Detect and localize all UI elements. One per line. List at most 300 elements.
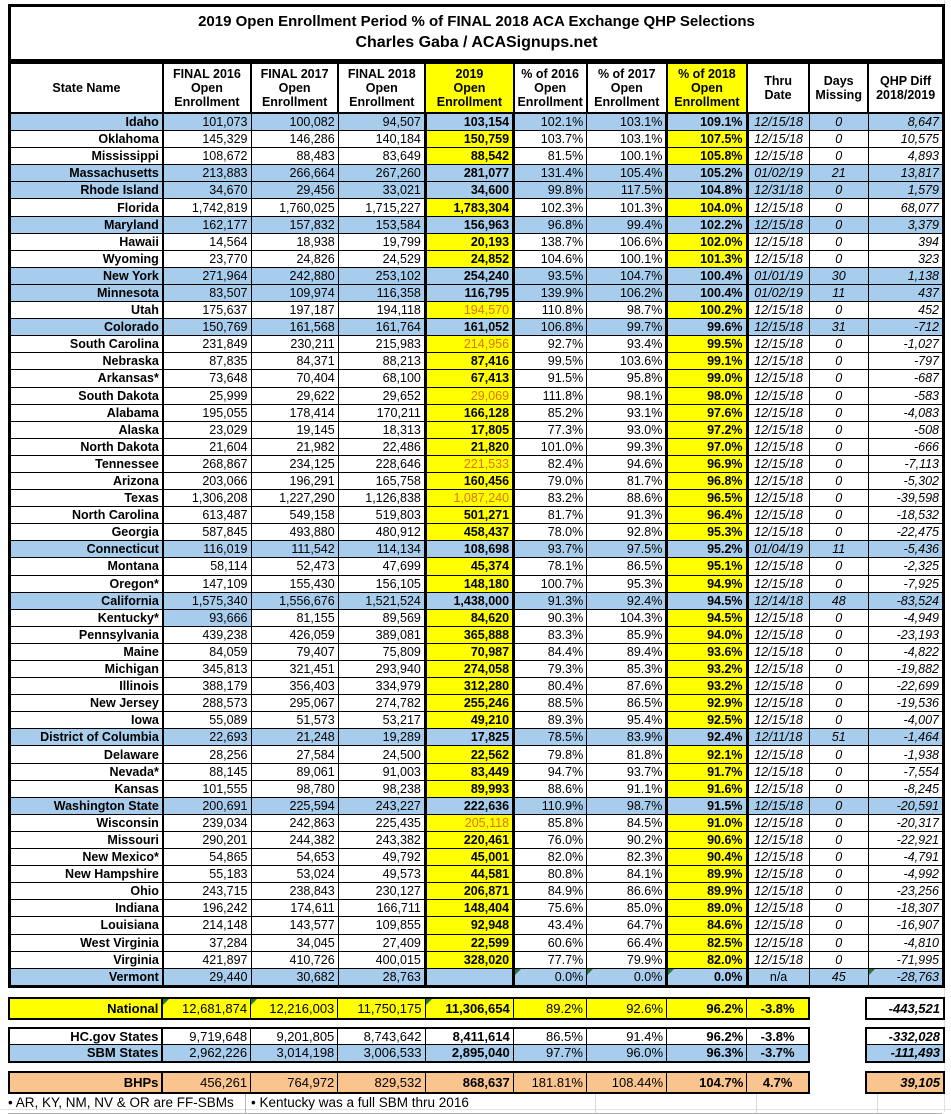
cell-days-missing: 0 xyxy=(809,524,868,541)
cell-state-name: Texas xyxy=(10,490,163,507)
cell-thru-date: 12/15/18 xyxy=(747,695,809,712)
cell-final-2018: 267,260 xyxy=(338,165,425,182)
cell-enroll-2019: 17,825 xyxy=(425,729,513,746)
cell-pct-of-2018: 92.1% xyxy=(667,746,747,763)
summary-label: BHPs xyxy=(9,1072,162,1093)
cell-qhp-diff: -22,921 xyxy=(868,831,943,848)
cell-enroll-2019: 365,888 xyxy=(425,626,513,643)
cell-pct-of-2017: 93.1% xyxy=(587,404,667,421)
cell-days-missing: 21 xyxy=(809,165,868,182)
cell-state-name: Arkansas* xyxy=(10,370,163,387)
cell-pct-of-2016: 85.8% xyxy=(514,814,587,831)
state-row xyxy=(10,404,944,421)
state-row xyxy=(10,267,944,284)
cell-pct-of-2016: 84.4% xyxy=(514,643,587,660)
cell-pct-of-2017: 66.4% xyxy=(587,934,667,951)
cell-pct-of-2017: 87.6% xyxy=(587,678,667,695)
cell-pct-of-2018: 96.9% xyxy=(667,455,747,472)
cell-pct-of-2018: 99.6% xyxy=(667,319,747,336)
cell-final-2017: 244,382 xyxy=(251,831,338,848)
sheet-gridline xyxy=(756,1094,877,1113)
summary-cell-final-2018: 3,006,533 xyxy=(338,1045,425,1062)
cell-pct-of-2018: 89.9% xyxy=(667,883,747,900)
cell-final-2018: 243,227 xyxy=(338,797,425,814)
cell-pct-of-2018: 98.0% xyxy=(667,387,747,404)
cell-qhp-diff: 323 xyxy=(868,250,943,267)
cell-thru-date: 12/15/18 xyxy=(747,199,809,216)
cell-qhp-diff: -18,532 xyxy=(868,507,943,524)
cell-final-2016: 147,109 xyxy=(163,575,251,592)
state-row xyxy=(10,814,944,831)
cell-enroll-2019: 161,052 xyxy=(425,319,513,336)
summary-row xyxy=(9,1072,809,1093)
cell-days-missing: 0 xyxy=(809,336,868,353)
cell-pct-of-2017: 95.3% xyxy=(587,575,667,592)
cell-days-missing: 0 xyxy=(809,148,868,165)
cell-final-2016: 213,883 xyxy=(163,165,251,182)
cell-pct-of-2017: 86.6% xyxy=(587,883,667,900)
cell-final-2018: 19,289 xyxy=(338,729,425,746)
cell-final-2018: 334,979 xyxy=(338,678,425,695)
cell-pct-of-2016: 101.0% xyxy=(514,438,587,455)
summary-cell-final-2016: 12,681,874 xyxy=(162,998,250,1019)
cell-pct-of-2018: 89.0% xyxy=(667,900,747,917)
cell-state-name: New Jersey xyxy=(10,695,163,712)
cell-pct-of-2017: 98.7% xyxy=(587,302,667,319)
cell-qhp-diff: 8,647 xyxy=(868,113,943,131)
group-totals-table xyxy=(8,1027,810,1063)
cell-state-name: Illinois xyxy=(10,678,163,695)
summary-cell-enroll-2019: 11,306,654 xyxy=(425,998,513,1019)
cell-final-2017: 18,938 xyxy=(251,233,338,250)
cell-qhp-diff: -4,949 xyxy=(868,609,943,626)
cell-final-2016: 29,440 xyxy=(163,968,251,986)
cell-thru-date: 12/31/18 xyxy=(747,182,809,199)
cell-pct-of-2016: 76.0% xyxy=(514,831,587,848)
state-row xyxy=(10,438,944,455)
cell-thru-date: 12/15/18 xyxy=(747,814,809,831)
summary-cell-pct-of-2018: 96.2% xyxy=(667,998,747,1019)
cell-pct-of-2016: 91.5% xyxy=(514,370,587,387)
cell-qhp-diff: 1,138 xyxy=(868,267,943,284)
cell-final-2018: 389,081 xyxy=(338,626,425,643)
cell-pct-of-2017: 84.5% xyxy=(587,814,667,831)
cell-final-2016: 239,034 xyxy=(163,814,251,831)
cell-state-name: Idaho xyxy=(10,113,163,131)
cell-qhp-diff: -23,193 xyxy=(868,626,943,643)
cell-thru-date: 12/15/18 xyxy=(747,866,809,883)
cell-state-name: Massachusetts xyxy=(10,165,163,182)
cell-thru-date: 12/15/18 xyxy=(747,558,809,575)
state-row xyxy=(10,421,944,438)
cell-pct-of-2016: 102.3% xyxy=(514,199,587,216)
cell-pct-of-2018: 93.2% xyxy=(667,678,747,695)
cell-pct-of-2017: 85.9% xyxy=(587,626,667,643)
cell-days-missing: 0 xyxy=(809,934,868,951)
cell-final-2016: 22,693 xyxy=(163,729,251,746)
cell-pct-of-2018: 96.4% xyxy=(667,507,747,524)
cell-final-2017: 230,211 xyxy=(251,336,338,353)
cell-final-2016: 87,835 xyxy=(163,353,251,370)
cell-days-missing: 0 xyxy=(809,831,868,848)
cell-days-missing: 0 xyxy=(809,438,868,455)
cell-qhp-diff: -4,083 xyxy=(868,404,943,421)
cell-state-name: Vermont xyxy=(10,968,163,986)
summary-qhp-diff: 39,105 xyxy=(866,1072,944,1093)
cell-pct-of-2017: 97.5% xyxy=(587,541,667,558)
cell-final-2018: 49,573 xyxy=(338,866,425,883)
state-row xyxy=(10,831,944,848)
cell-qhp-diff: -23,256 xyxy=(868,883,943,900)
state-row xyxy=(10,712,944,729)
cell-final-2016: 613,487 xyxy=(163,507,251,524)
cell-enroll-2019 xyxy=(425,968,513,986)
cell-final-2016: 34,670 xyxy=(163,182,251,199)
cell-pct-of-2017: 103.1% xyxy=(587,113,667,131)
summary-groups-row xyxy=(8,1027,945,1063)
cell-qhp-diff: -16,907 xyxy=(868,917,943,934)
state-row xyxy=(10,490,944,507)
summary-cell-enroll-2019: 868,637 xyxy=(425,1072,513,1093)
cell-qhp-diff: 4,893 xyxy=(868,148,943,165)
cell-final-2016: 93,666 xyxy=(163,609,251,626)
cell-qhp-diff: -19,882 xyxy=(868,661,943,678)
summary-cell-pct-of-2017: 91.4% xyxy=(586,1028,666,1045)
cell-state-name: Kentucky* xyxy=(10,609,163,626)
cell-state-name: Alabama xyxy=(10,404,163,421)
cell-days-missing: 0 xyxy=(809,661,868,678)
cell-final-2016: 175,637 xyxy=(163,302,251,319)
cell-days-missing: 0 xyxy=(809,695,868,712)
cell-days-missing: 0 xyxy=(809,113,868,131)
cell-final-2016: 37,284 xyxy=(163,934,251,951)
cell-state-name: Nevada* xyxy=(10,763,163,780)
cell-qhp-diff: -19,536 xyxy=(868,695,943,712)
cell-enroll-2019: 166,128 xyxy=(425,404,513,421)
cell-final-2018: 1,521,524 xyxy=(338,592,425,609)
cell-final-2016: 200,691 xyxy=(163,797,251,814)
cell-enroll-2019: 222,636 xyxy=(425,797,513,814)
cell-days-missing: 0 xyxy=(809,216,868,233)
state-row xyxy=(10,541,944,558)
column-header-2: FINAL 2017 Open Enrollment xyxy=(251,63,338,114)
cell-thru-date: 12/15/18 xyxy=(747,609,809,626)
cell-pct-of-2018: 97.2% xyxy=(667,421,747,438)
cell-final-2016: 23,029 xyxy=(163,421,251,438)
cell-state-name: Pennsylvania xyxy=(10,626,163,643)
cell-thru-date: 01/02/19 xyxy=(747,284,809,301)
cell-final-2017: 98,780 xyxy=(251,780,338,797)
summary-cell-thru-date: -3.8% xyxy=(747,1028,809,1045)
cell-pct-of-2017: 86.5% xyxy=(587,695,667,712)
enrollment-report xyxy=(8,4,945,1114)
cell-state-name: Missouri xyxy=(10,831,163,848)
cell-final-2018: 166,711 xyxy=(338,900,425,917)
cell-pct-of-2016: 77.3% xyxy=(514,421,587,438)
cell-thru-date: 01/02/19 xyxy=(747,165,809,182)
cell-state-name: West Virginia xyxy=(10,934,163,951)
cell-pct-of-2018: 100.4% xyxy=(667,267,747,284)
cell-days-missing: 45 xyxy=(809,968,868,986)
cell-final-2017: 89,061 xyxy=(251,763,338,780)
cell-pct-of-2017: 99.4% xyxy=(587,216,667,233)
cell-state-name: Mississippi xyxy=(10,148,163,165)
cell-final-2018: 33,021 xyxy=(338,182,425,199)
cell-pct-of-2016: 82.4% xyxy=(514,455,587,472)
state-row xyxy=(10,113,944,131)
cell-final-2017: 30,682 xyxy=(251,968,338,986)
cell-pct-of-2018: 93.2% xyxy=(667,661,747,678)
cell-pct-of-2018: 91.6% xyxy=(667,780,747,797)
cell-final-2017: 1,227,290 xyxy=(251,490,338,507)
cell-days-missing: 0 xyxy=(809,797,868,814)
cell-final-2017: 27,584 xyxy=(251,746,338,763)
cell-final-2017: 242,863 xyxy=(251,814,338,831)
cell-state-name: Colorado xyxy=(10,319,163,336)
cell-days-missing: 0 xyxy=(809,387,868,404)
report-title-box xyxy=(8,4,945,62)
summary-cell-final-2017: 9,201,805 xyxy=(251,1028,338,1045)
cell-days-missing: 0 xyxy=(809,712,868,729)
cell-state-name: California xyxy=(10,592,163,609)
cell-final-2016: 55,183 xyxy=(163,866,251,883)
cell-qhp-diff: 68,077 xyxy=(868,199,943,216)
cell-final-2016: 421,897 xyxy=(163,951,251,968)
cell-pct-of-2017: 106.2% xyxy=(587,284,667,301)
state-row xyxy=(10,472,944,489)
cell-final-2018: 24,529 xyxy=(338,250,425,267)
cell-pct-of-2016: 106.8% xyxy=(514,319,587,336)
summary-qhp-diff: -332,028 xyxy=(866,1028,944,1045)
cell-final-2018: 293,940 xyxy=(338,661,425,678)
cell-final-2017: 321,451 xyxy=(251,661,338,678)
cell-final-2017: 51,573 xyxy=(251,712,338,729)
cell-pct-of-2017: 117.5% xyxy=(587,182,667,199)
state-row xyxy=(10,284,944,301)
cell-qhp-diff: -687 xyxy=(868,370,943,387)
cell-qhp-diff: -5,302 xyxy=(868,472,943,489)
cell-final-2017: 29,622 xyxy=(251,387,338,404)
cell-thru-date: n/a xyxy=(747,968,809,986)
cell-final-2017: 197,187 xyxy=(251,302,338,319)
cell-final-2016: 88,145 xyxy=(163,763,251,780)
cell-final-2017: 79,407 xyxy=(251,643,338,660)
state-row xyxy=(10,951,944,968)
cell-final-2018: 230,127 xyxy=(338,883,425,900)
state-row xyxy=(10,968,944,986)
cell-enroll-2019: 83,449 xyxy=(425,763,513,780)
state-row xyxy=(10,592,944,609)
cell-pct-of-2016: 94.7% xyxy=(514,763,587,780)
cell-pct-of-2017: 95.4% xyxy=(587,712,667,729)
cell-qhp-diff: -797 xyxy=(868,353,943,370)
cell-qhp-diff: 13,817 xyxy=(868,165,943,182)
cell-qhp-diff: -712 xyxy=(868,319,943,336)
cell-enroll-2019: 88,542 xyxy=(425,148,513,165)
cell-pct-of-2016: 89.3% xyxy=(514,712,587,729)
cell-thru-date: 12/15/18 xyxy=(747,455,809,472)
cell-enroll-2019: 206,871 xyxy=(425,883,513,900)
state-row xyxy=(10,849,944,866)
cell-enroll-2019: 34,600 xyxy=(425,182,513,199)
cell-final-2017: 174,611 xyxy=(251,900,338,917)
cell-final-2018: 274,782 xyxy=(338,695,425,712)
cell-final-2018: 88,213 xyxy=(338,353,425,370)
column-header-8: Thru Date xyxy=(747,63,809,114)
cell-final-2016: 54,865 xyxy=(163,849,251,866)
cell-pct-of-2016: 77.7% xyxy=(514,951,587,968)
cell-days-missing: 0 xyxy=(809,233,868,250)
cell-pct-of-2017: 104.3% xyxy=(587,609,667,626)
cell-state-name: Ohio xyxy=(10,883,163,900)
cell-final-2017: 196,291 xyxy=(251,472,338,489)
sheet-gridline xyxy=(595,1094,756,1113)
cell-final-2016: 388,179 xyxy=(163,678,251,695)
cell-state-name: Utah xyxy=(10,302,163,319)
summary-diff-row xyxy=(866,998,944,1019)
cell-state-name: Virginia xyxy=(10,951,163,968)
cell-state-name: Nebraska xyxy=(10,353,163,370)
summary-national-row xyxy=(8,997,945,1020)
cell-final-2016: 84,059 xyxy=(163,643,251,660)
state-row xyxy=(10,302,944,319)
cell-qhp-diff: -83,524 xyxy=(868,592,943,609)
cell-qhp-diff: 437 xyxy=(868,284,943,301)
cell-pct-of-2017: 106.6% xyxy=(587,233,667,250)
cell-final-2017: 178,414 xyxy=(251,404,338,421)
cell-thru-date: 12/15/18 xyxy=(747,113,809,131)
cell-enroll-2019: 92,948 xyxy=(425,917,513,934)
cell-final-2016: 150,769 xyxy=(163,319,251,336)
cell-pct-of-2017: 64.7% xyxy=(587,917,667,934)
cell-final-2017: 100,082 xyxy=(251,113,338,131)
cell-enroll-2019: 87,416 xyxy=(425,353,513,370)
cell-thru-date: 12/15/18 xyxy=(747,490,809,507)
cell-enroll-2019: 254,240 xyxy=(425,267,513,284)
cell-state-name: Georgia xyxy=(10,524,163,541)
cell-final-2018: 75,809 xyxy=(338,643,425,660)
summary-diff-row xyxy=(866,1028,944,1045)
cell-thru-date: 12/15/18 xyxy=(747,763,809,780)
cell-enroll-2019: 49,210 xyxy=(425,712,513,729)
cell-pct-of-2018: 82.5% xyxy=(667,934,747,951)
cell-enroll-2019: 108,698 xyxy=(425,541,513,558)
summary-bhp-row xyxy=(8,1071,945,1094)
cell-pct-of-2016: 80.4% xyxy=(514,678,587,695)
report-subtitle: Charles Gaba / ACASignups.net xyxy=(355,34,598,51)
cell-enroll-2019: 281,077 xyxy=(425,165,513,182)
cell-pct-of-2017: 86.5% xyxy=(587,558,667,575)
cell-days-missing: 0 xyxy=(809,609,868,626)
cell-days-missing: 31 xyxy=(809,319,868,336)
sheet-gridline xyxy=(877,1094,942,1113)
report-title: 2019 Open Enrollment Period % of FINAL 2018 ACA Exchange QHP Selections xyxy=(198,13,755,30)
summary-row xyxy=(9,1045,809,1062)
cell-thru-date: 12/15/18 xyxy=(747,131,809,148)
cell-pct-of-2016: 83.3% xyxy=(514,626,587,643)
cell-pct-of-2016: 81.5% xyxy=(514,148,587,165)
cell-pct-of-2018: 97.6% xyxy=(667,404,747,421)
cell-pct-of-2016: 84.9% xyxy=(514,883,587,900)
cell-pct-of-2018: 92.4% xyxy=(667,729,747,746)
cell-pct-of-2017: 99.7% xyxy=(587,319,667,336)
cell-enroll-2019: 21,820 xyxy=(425,438,513,455)
cell-final-2017: 161,568 xyxy=(251,319,338,336)
summary-diff-row xyxy=(866,1045,944,1062)
state-row xyxy=(10,626,944,643)
summary-label: SBM States xyxy=(9,1045,162,1062)
summary-cell-final-2018: 829,532 xyxy=(338,1072,425,1093)
cell-pct-of-2017: 91.1% xyxy=(587,780,667,797)
cell-enroll-2019: 17,805 xyxy=(425,421,513,438)
cell-state-name: Oregon* xyxy=(10,575,163,592)
cell-pct-of-2018: 97.0% xyxy=(667,438,747,455)
cell-days-missing: 0 xyxy=(809,370,868,387)
summary-label: National xyxy=(9,998,162,1019)
cell-thru-date: 12/14/18 xyxy=(747,592,809,609)
cell-pct-of-2017: 83.9% xyxy=(587,729,667,746)
cell-qhp-diff: -22,699 xyxy=(868,678,943,695)
cell-final-2017: 21,982 xyxy=(251,438,338,455)
state-row xyxy=(10,370,944,387)
cell-final-2016: 1,742,819 xyxy=(163,199,251,216)
cell-final-2018: 225,435 xyxy=(338,814,425,831)
cell-days-missing: 0 xyxy=(809,814,868,831)
cell-final-2017: 266,664 xyxy=(251,165,338,182)
cell-days-missing: 0 xyxy=(809,302,868,319)
summary-cell-pct-of-2018: 104.7% xyxy=(667,1072,747,1093)
summary-cell-final-2017: 3,014,198 xyxy=(251,1045,338,1062)
cell-pct-of-2016: 92.7% xyxy=(514,336,587,353)
cell-pct-of-2018: 94.0% xyxy=(667,626,747,643)
cell-pct-of-2018: 91.5% xyxy=(667,797,747,814)
cell-pct-of-2016: 104.6% xyxy=(514,250,587,267)
state-row xyxy=(10,336,944,353)
cell-state-name: Hawaii xyxy=(10,233,163,250)
cell-pct-of-2018: 95.2% xyxy=(667,541,747,558)
cell-final-2016: 23,770 xyxy=(163,250,251,267)
cell-final-2016: 587,845 xyxy=(163,524,251,541)
cell-qhp-diff: 452 xyxy=(868,302,943,319)
cell-final-2017: 426,059 xyxy=(251,626,338,643)
summary-cell-pct-of-2017: 108.44% xyxy=(586,1072,666,1093)
cell-enroll-2019: 160,456 xyxy=(425,472,513,489)
cell-pct-of-2017: 101.3% xyxy=(587,199,667,216)
cell-days-missing: 0 xyxy=(809,575,868,592)
cell-state-name: North Carolina xyxy=(10,507,163,524)
cell-pct-of-2018: 96.5% xyxy=(667,490,747,507)
cell-final-2016: 25,999 xyxy=(163,387,251,404)
state-row xyxy=(10,900,944,917)
cell-state-name: New Hampshire xyxy=(10,866,163,883)
cell-pct-of-2018: 84.6% xyxy=(667,917,747,934)
cell-days-missing: 48 xyxy=(809,592,868,609)
cell-enroll-2019: 24,852 xyxy=(425,250,513,267)
cell-pct-of-2017: 95.8% xyxy=(587,370,667,387)
cell-pct-of-2016: 93.5% xyxy=(514,267,587,284)
cell-final-2016: 243,715 xyxy=(163,883,251,900)
cell-final-2018: 140,184 xyxy=(338,131,425,148)
national-totals-table xyxy=(8,997,810,1020)
cell-thru-date: 12/15/18 xyxy=(747,626,809,643)
cell-pct-of-2016: 99.8% xyxy=(514,182,587,199)
cell-pct-of-2018: 102.0% xyxy=(667,233,747,250)
cell-final-2016: 439,238 xyxy=(163,626,251,643)
table-header-row xyxy=(10,63,944,114)
cell-final-2018: 253,102 xyxy=(338,267,425,284)
summary-cell-pct-of-2017: 96.0% xyxy=(586,1045,666,1062)
cell-final-2018: 19,799 xyxy=(338,233,425,250)
